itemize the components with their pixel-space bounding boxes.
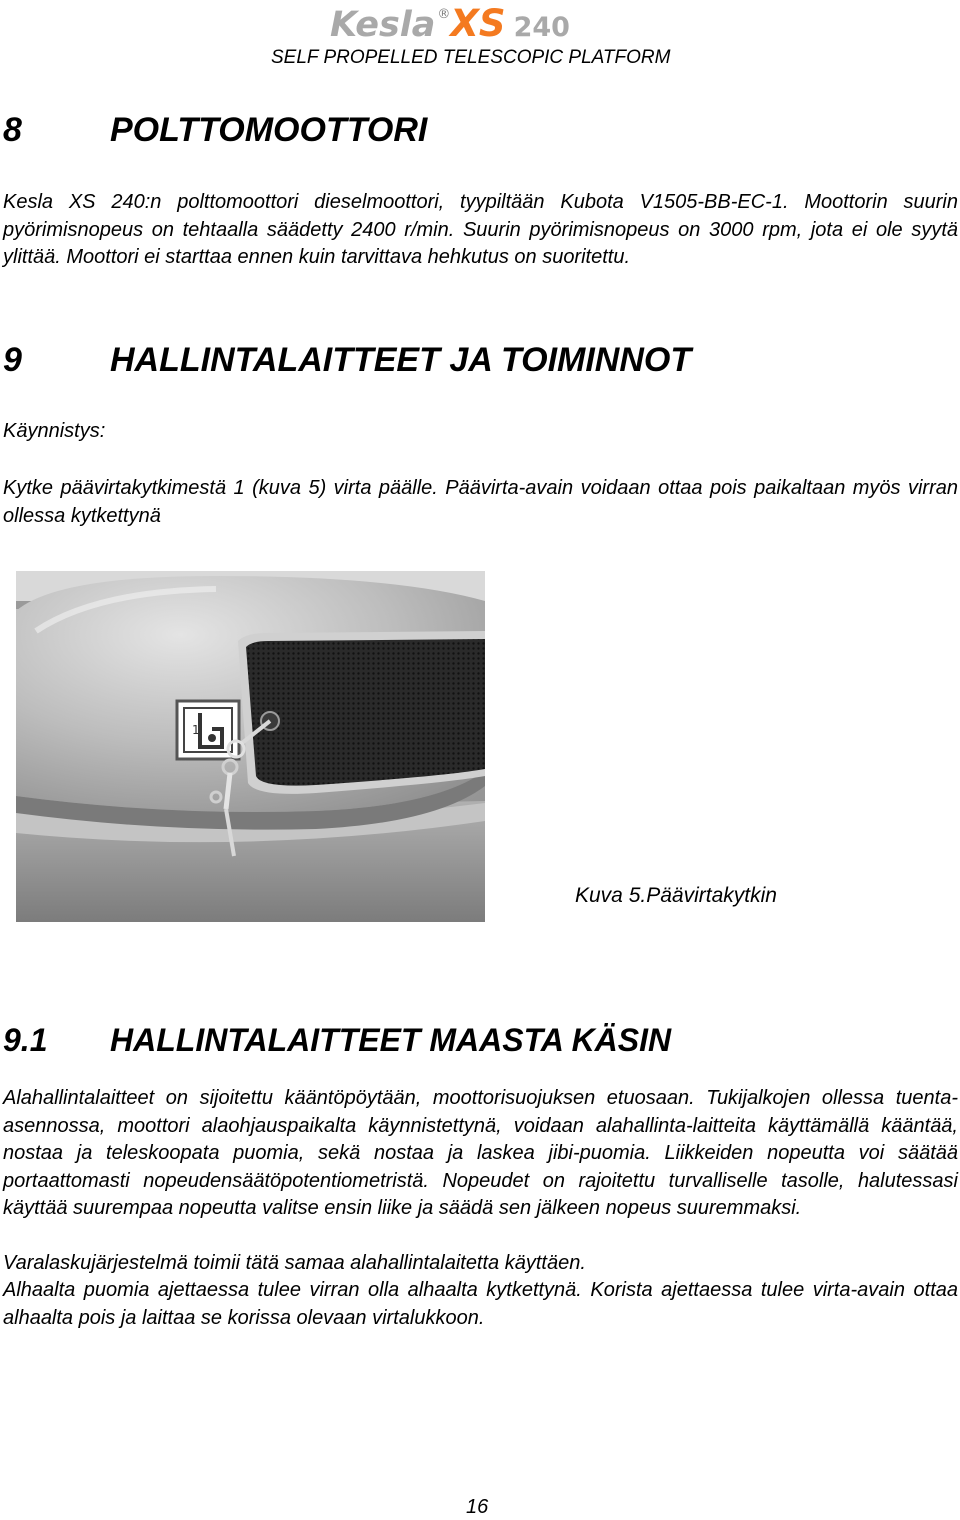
start-label: Käynnistys: [3,420,106,442]
section-number: 9.1 [3,1022,48,1058]
section-number: 8 [3,111,22,149]
section-title: HALLINTALAITTEET MAASTA KÄSIN [110,1022,672,1058]
section-8-heading [3,110,427,150]
brand-series: XS [450,2,506,45]
brand-logo [330,2,570,45]
section-9-1-heading [3,1021,671,1059]
header-subtitle: SELF PROPELLED TELESCOPIC PLATFORM [271,47,671,68]
section-9-body: Kytke päävirtakytkimestä 1 (kuva 5) virta päälle. Päävirta-avain voidaan ottaa pois paikaltaan myös virran ollessa kytkettynä [3,477,958,527]
section-9-heading [3,340,691,380]
brand-model: 240 [513,12,570,43]
main-switch-photo [16,571,485,922]
section-8-body: Kesla XS 240:n polttomoottori dieselmoottori, tyypiltään Kubota V1505-BB-EC-1. Moottorin suurin pyörimisnopeus on tehtaalla säädetty 2400 r/min. Suurin pyörimisnopeus on 3000 rpm, jota ei ole syytä ylittää. Moottori ei starttaa ennen kuin tarvittava hehkutus on suoritettu. [3,191,958,268]
section-9-1-paragraph-3: Alhaalta puomia ajettaessa tulee virran olla alhaalta kytkettynä. Korista ajettaessa tulee virta-avain ottaa alhaalta pois ja laittaa se korissa olevaan virtalukkoon. [3,1279,958,1329]
brand-name: Kesla [330,5,436,45]
page-number: 16 [466,1496,489,1518]
section-title: HALLINTALAITTEET JA TOIMINNOT [110,341,692,379]
section-title: POLTTOMOOTTORI [110,111,428,149]
section-9-1-paragraph-1: Alahallintalaitteet on sijoitettu kääntöpöytään, moottorisuojuksen etuosaan. Tukijalkojen ollessa tuenta-asennossa, moottori alaohjauspaikalta käynnistettynä, voidaan alahallinta-laitteita käyttämällä kääntää, nostaa ja teleskoopata puomia, sekä nostaa ja laskea jibi-puomia. Liikkeiden nopeutta voi säätää portaattomasti nopeudensäätöpotentiometristä. Nopeudet on rajoitettu turvalliselle tasolle, halutessasi käyttää suurempaa nopeutta valitse ensin liike ja säädä sen jälkeen nopeus suuremmaksi. [3,1087,958,1219]
sticker-number: 1 [192,723,200,737]
section-number: 9 [3,341,22,379]
registered-mark: ® [437,7,451,22]
figure-caption: Kuva 5.Päävirtakytkin [575,884,777,907]
section-9-1-paragraph-2: Varalaskujärjestelmä toimii tätä samaa alahallintalaitetta käyttäen. [3,1252,586,1274]
photo-illustration [16,571,485,922]
